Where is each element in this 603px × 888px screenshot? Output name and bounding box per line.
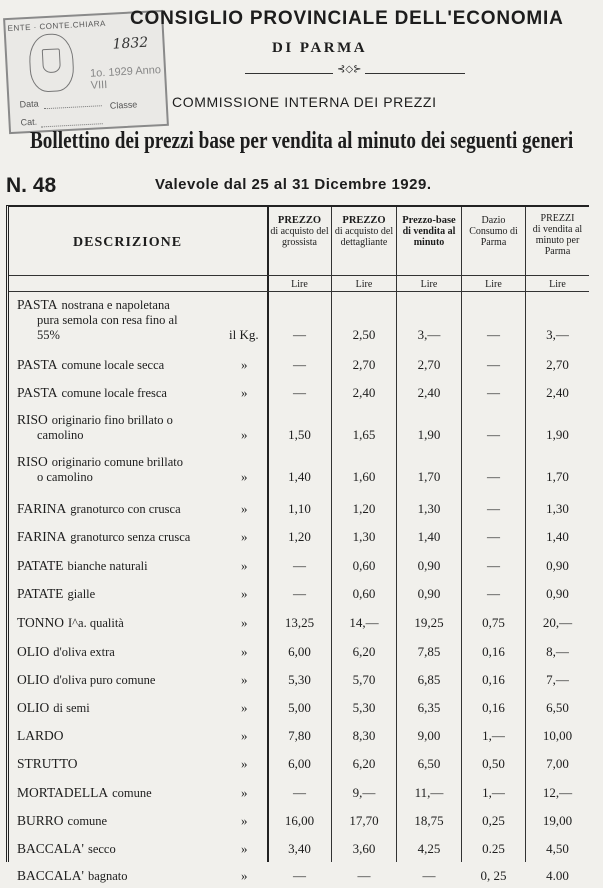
row-line: [17, 385, 167, 401]
price-cell: 2,40: [352, 385, 376, 400]
product-variant: I^a. qualità: [68, 616, 124, 630]
price-cell: 5,70: [352, 672, 376, 687]
row-description: [17, 297, 178, 343]
unit-suffix: »: [241, 700, 248, 715]
row-line: [17, 297, 178, 313]
price-cell: —: [487, 469, 500, 484]
price-cell: 1,40: [546, 529, 569, 544]
row-description: [17, 785, 152, 801]
table-row: [9, 727, 589, 748]
row-description: [17, 841, 116, 857]
product-variant: secco: [87, 842, 116, 856]
price-cell: —: [487, 427, 500, 442]
row-line: [17, 615, 124, 631]
price-cell: 0.25: [482, 841, 505, 856]
price-cell: 6,20: [352, 756, 376, 771]
col-subtitle: Consumo di Parma: [469, 226, 518, 248]
row-description: [17, 868, 128, 884]
price-cell: 6,00: [288, 644, 311, 659]
row-description: [17, 385, 167, 401]
price-cell: —: [487, 327, 500, 342]
ornament-glyph: ⊰◇⊱: [333, 64, 365, 75]
row-description: [17, 454, 183, 485]
unit-suffix: »: [241, 615, 248, 630]
price-cell: 17,70: [349, 813, 379, 828]
header-city: DI PARMA: [272, 40, 368, 56]
price-cell: 5,00: [288, 700, 311, 715]
price-cell: 3,—: [417, 327, 441, 342]
table-row: [9, 500, 589, 521]
row-line: [17, 558, 148, 574]
price-table: [6, 205, 589, 883]
price-cell: —: [293, 558, 306, 573]
product-variant: granoturco con crusca: [70, 502, 181, 516]
description-header: DESCRIZIONE: [73, 235, 183, 250]
row-description: [17, 615, 124, 631]
table-row: [9, 585, 589, 606]
unit-label: Lire: [549, 279, 566, 290]
header-ornament: [245, 64, 465, 78]
product-variant: comune locale secca: [61, 358, 165, 372]
table-row: [9, 699, 589, 720]
row-line: [17, 529, 190, 545]
product-name: RISO: [17, 454, 48, 469]
table-row: [9, 557, 589, 578]
stamp-label-cat: Cat.: [20, 116, 38, 128]
col-subtitle: di vendita al minuto: [402, 226, 456, 248]
unit-suffix: »: [241, 868, 248, 883]
price-cell: 6,35: [417, 700, 441, 715]
product-name: OLIO: [17, 644, 50, 659]
row-line: [17, 841, 116, 857]
unit-suffix: »: [241, 469, 248, 484]
header-council: CONSIGLIO PROVINCIALE DELL'ECONOMIA: [130, 8, 564, 29]
unit-suffix: »: [241, 385, 248, 400]
unit-suffix: »: [241, 586, 248, 601]
row-description: [17, 700, 90, 716]
unit-label: Lire: [420, 279, 438, 290]
product-variant: comune locale fresca: [61, 386, 167, 400]
col-title: PREZZI: [540, 213, 575, 224]
price-cell: 6,50: [546, 700, 569, 715]
stamp-label-data: Data: [19, 98, 39, 110]
table-row: [9, 671, 589, 692]
stamp-line: [41, 123, 103, 127]
col-title: PREZZO: [277, 215, 322, 226]
col-header-wholesale: [268, 215, 331, 248]
product-variant: originario fino brillato o: [51, 413, 173, 427]
product-variant-continued: 55%: [37, 328, 60, 342]
price-cell: 8,—: [546, 644, 569, 659]
product-name: BACCALA': [17, 841, 84, 856]
unit-suffix: »: [241, 501, 248, 516]
row-description: [17, 672, 155, 688]
price-cell: 1,20: [352, 501, 376, 516]
price-cell: 6,00: [288, 756, 311, 771]
price-cell: 18,75: [414, 813, 444, 828]
product-variant-continued: o camolino: [37, 470, 93, 484]
price-cell: —: [487, 385, 500, 400]
price-cell: 4,50: [546, 841, 569, 856]
price-cell: 0,90: [546, 558, 569, 573]
price-cell: 7,—: [546, 672, 569, 687]
price-cell: 2,50: [352, 327, 376, 342]
price-cell: —: [487, 357, 500, 372]
product-variant: bianche naturali: [67, 559, 148, 573]
product-variant: gialle: [67, 587, 96, 601]
table-row: [9, 528, 589, 549]
price-cell: 7,85: [417, 644, 441, 659]
price-cell: —: [293, 868, 306, 883]
price-cell: 1,70: [546, 469, 569, 484]
row-line: [17, 700, 90, 716]
product-name: PASTA: [17, 297, 58, 312]
price-cell: 7,00: [546, 756, 569, 771]
bulletin-title: Bollettino dei prezzi base per vendita al minuto dei seguenti generi: [30, 128, 574, 154]
stamp-label-classe: Classe: [109, 99, 138, 111]
table-row: [9, 812, 589, 833]
price-cell: 1,30: [417, 501, 441, 516]
col-subtitle: di acquisto del dettagliante: [334, 226, 394, 248]
bulletin-number: N. 48: [6, 174, 57, 197]
row-line: [17, 454, 183, 470]
row-line: [17, 501, 181, 517]
price-cell: 0,75: [482, 615, 505, 630]
price-cell: 3,60: [352, 841, 376, 856]
row-line: [17, 644, 115, 660]
product-name: OLIO: [17, 672, 50, 687]
price-cell: 1,40: [288, 469, 311, 484]
row-line: [17, 785, 152, 801]
row-description: [17, 728, 68, 744]
price-cell: 0,60: [352, 586, 376, 601]
product-name: PASTA: [17, 357, 58, 372]
price-cell: 4,25: [417, 841, 441, 856]
price-cell: 0,25: [482, 813, 505, 828]
product-name: BURRO: [17, 813, 64, 828]
price-cell: 0,50: [482, 756, 505, 771]
price-cell: —: [293, 785, 306, 800]
price-cell: 1,65: [352, 427, 376, 442]
price-cell: 3,—: [546, 327, 569, 342]
unit-suffix: »: [241, 672, 248, 687]
row-line: [17, 586, 95, 602]
row-line: [17, 357, 164, 373]
stamp-line: [44, 105, 102, 109]
product-name: FARINA: [17, 529, 67, 544]
price-cell: 2,40: [417, 385, 441, 400]
price-cell: —: [293, 357, 306, 372]
product-variant-continued: pura semola con resa fino al: [37, 313, 178, 327]
stamp-date: 1o. 1929 Anno VIII: [89, 64, 162, 92]
row-description: [17, 501, 181, 517]
price-cell: 6,20: [352, 644, 376, 659]
price-cell: 1,30: [546, 501, 569, 516]
unit-suffix: »: [241, 529, 248, 544]
savoy-shield-icon: [28, 33, 75, 93]
price-cell: 1,30: [352, 529, 376, 544]
row-line: [17, 813, 107, 829]
price-cell: 1,—: [482, 728, 505, 743]
product-name: TONNO: [17, 615, 64, 630]
table-row: [9, 384, 589, 405]
price-cell: 12,—: [542, 785, 573, 800]
unit-label: Lire: [291, 279, 308, 290]
product-variant: comune: [112, 786, 152, 800]
price-cell: 6,85: [417, 672, 441, 687]
row-line: [17, 412, 173, 428]
price-cell: —: [293, 385, 306, 400]
validity-dates: Valevole dal 25 al 31 Dicembre 1929.: [155, 176, 432, 193]
unit-suffix: »: [241, 841, 248, 856]
unit-divider: [9, 291, 589, 292]
table-row: [9, 840, 589, 861]
product-name: RISO: [17, 412, 48, 427]
col-header-retailer: [332, 215, 396, 248]
price-cell: 10,00: [542, 728, 573, 743]
price-cell: 0,90: [417, 558, 441, 573]
col-header-duty: [462, 215, 525, 248]
table-row: [9, 643, 589, 664]
unit-suffix: »: [241, 813, 248, 828]
col-title: Prezzo-base: [402, 215, 456, 226]
table-row: [9, 755, 589, 776]
price-cell: 0,60: [352, 558, 376, 573]
price-cell: 9,00: [417, 728, 441, 743]
price-cell: —: [293, 327, 306, 342]
price-cell: 11,—: [414, 785, 444, 800]
unit-suffix: »: [241, 785, 248, 800]
row-description: [17, 586, 95, 602]
price-cell: 0, 25: [480, 868, 507, 883]
product-name: FARINA: [17, 501, 67, 516]
table-row: [9, 296, 589, 347]
price-cell: —: [422, 868, 436, 883]
product-name: MORTADELLA: [17, 785, 109, 800]
product-variant: bagnato: [87, 869, 128, 883]
price-cell: 0,90: [417, 586, 441, 601]
col-header-final-price: [526, 213, 589, 257]
price-cell: 3,40: [288, 841, 311, 856]
unit-suffix: »: [241, 558, 248, 573]
stamp-number: 1832: [112, 34, 149, 53]
row-description: [17, 529, 190, 545]
product-variant: granoturco senza crusca: [70, 530, 191, 544]
price-cell: 16,00: [284, 813, 315, 828]
product-variant: d'oliva extra: [53, 645, 115, 659]
price-cell: 19,00: [542, 813, 573, 828]
row-line: [17, 672, 155, 688]
unit-suffix: »: [241, 728, 248, 743]
price-cell: 5,30: [288, 672, 311, 687]
row-line: [17, 756, 82, 772]
price-cell: 0,90: [546, 586, 569, 601]
price-cell: 1,60: [352, 469, 376, 484]
product-name: PASTA: [17, 385, 58, 400]
unit-suffix: il Kg.: [229, 327, 259, 342]
price-cell: 0,16: [482, 672, 505, 687]
product-name: PATATE: [17, 558, 64, 573]
col-title: Dazio: [481, 215, 506, 226]
header-commission: COMMISSIONE INTERNA DEI PREZZI: [172, 94, 437, 110]
row-description: [17, 644, 115, 660]
price-cell: 2,70: [417, 357, 441, 372]
table-row: [9, 867, 589, 888]
price-cell: 14,—: [349, 615, 379, 630]
col-title: PREZZO: [342, 215, 386, 226]
col-header-base-price: [397, 215, 461, 248]
price-cell: 13,25: [284, 615, 315, 630]
row-description: [17, 558, 148, 574]
col-subtitle: di vendita al minuto per Parma: [532, 224, 583, 257]
unit-suffix: »: [241, 756, 248, 771]
price-cell: 1,20: [288, 529, 311, 544]
unit-label: Lire: [355, 279, 373, 290]
table-row: [9, 356, 589, 377]
table-row: [9, 784, 589, 805]
header-divider: [9, 275, 589, 276]
row-description: [17, 412, 173, 443]
price-cell: 6,50: [417, 756, 441, 771]
product-variant: nostrana e napoletana: [61, 298, 170, 312]
price-cell: 1,50: [288, 427, 311, 442]
price-cell: —: [293, 586, 306, 601]
unit-suffix: »: [241, 644, 248, 659]
col-subtitle: di acquisto del grossista: [270, 226, 329, 248]
price-cell: 1,10: [288, 501, 311, 516]
price-cell: 2,70: [546, 357, 569, 372]
table-row: [9, 614, 589, 635]
product-name: BACCALA': [17, 868, 84, 883]
price-cell: 1,90: [417, 427, 441, 442]
product-variant: originario comune brillato: [51, 455, 183, 469]
price-cell: —: [487, 586, 500, 601]
price-cell: 2,40: [546, 385, 569, 400]
price-cell: 20,—: [542, 615, 573, 630]
stamp-top-text: ENTE · CONTE.CHIARA: [7, 18, 107, 34]
product-variant: di semi: [53, 701, 90, 715]
price-cell: 7,80: [288, 728, 311, 743]
price-cell: 1,40: [417, 529, 441, 544]
price-cell: 9,—: [352, 785, 376, 800]
product-name: PATATE: [17, 586, 64, 601]
price-cell: —: [487, 529, 500, 544]
price-cell: 0,16: [482, 644, 505, 659]
price-cell: 5,30: [352, 700, 376, 715]
price-cell: 1,90: [546, 427, 569, 442]
price-cell: 1,—: [482, 785, 505, 800]
row-description: [17, 813, 107, 829]
price-cell: 2,70: [352, 357, 376, 372]
product-variant: comune: [67, 814, 108, 828]
product-name: OLIO: [17, 700, 50, 715]
price-cell: 0,16: [482, 700, 505, 715]
product-variant: d'oliva puro comune: [53, 673, 156, 687]
unit-label: Lire: [485, 279, 502, 290]
unit-suffix: »: [241, 427, 248, 442]
row-description: [17, 357, 164, 373]
price-cell: —: [487, 558, 500, 573]
row-line: [17, 728, 68, 744]
price-cell: 4.00: [546, 868, 569, 883]
price-cell: 19,25: [414, 615, 444, 630]
product-variant-continued: camolino: [37, 428, 84, 442]
table-row: [9, 411, 589, 447]
price-cell: 1,70: [417, 469, 441, 484]
price-cell: 8,30: [352, 728, 376, 743]
price-cell: —: [487, 501, 500, 516]
row-line: [17, 868, 128, 884]
unit-suffix: »: [241, 357, 248, 372]
table-row: [9, 453, 589, 489]
product-name: LARDO: [17, 728, 64, 743]
row-description: [17, 756, 82, 772]
price-cell: —: [357, 868, 371, 883]
product-name: STRUTTO: [17, 756, 78, 771]
